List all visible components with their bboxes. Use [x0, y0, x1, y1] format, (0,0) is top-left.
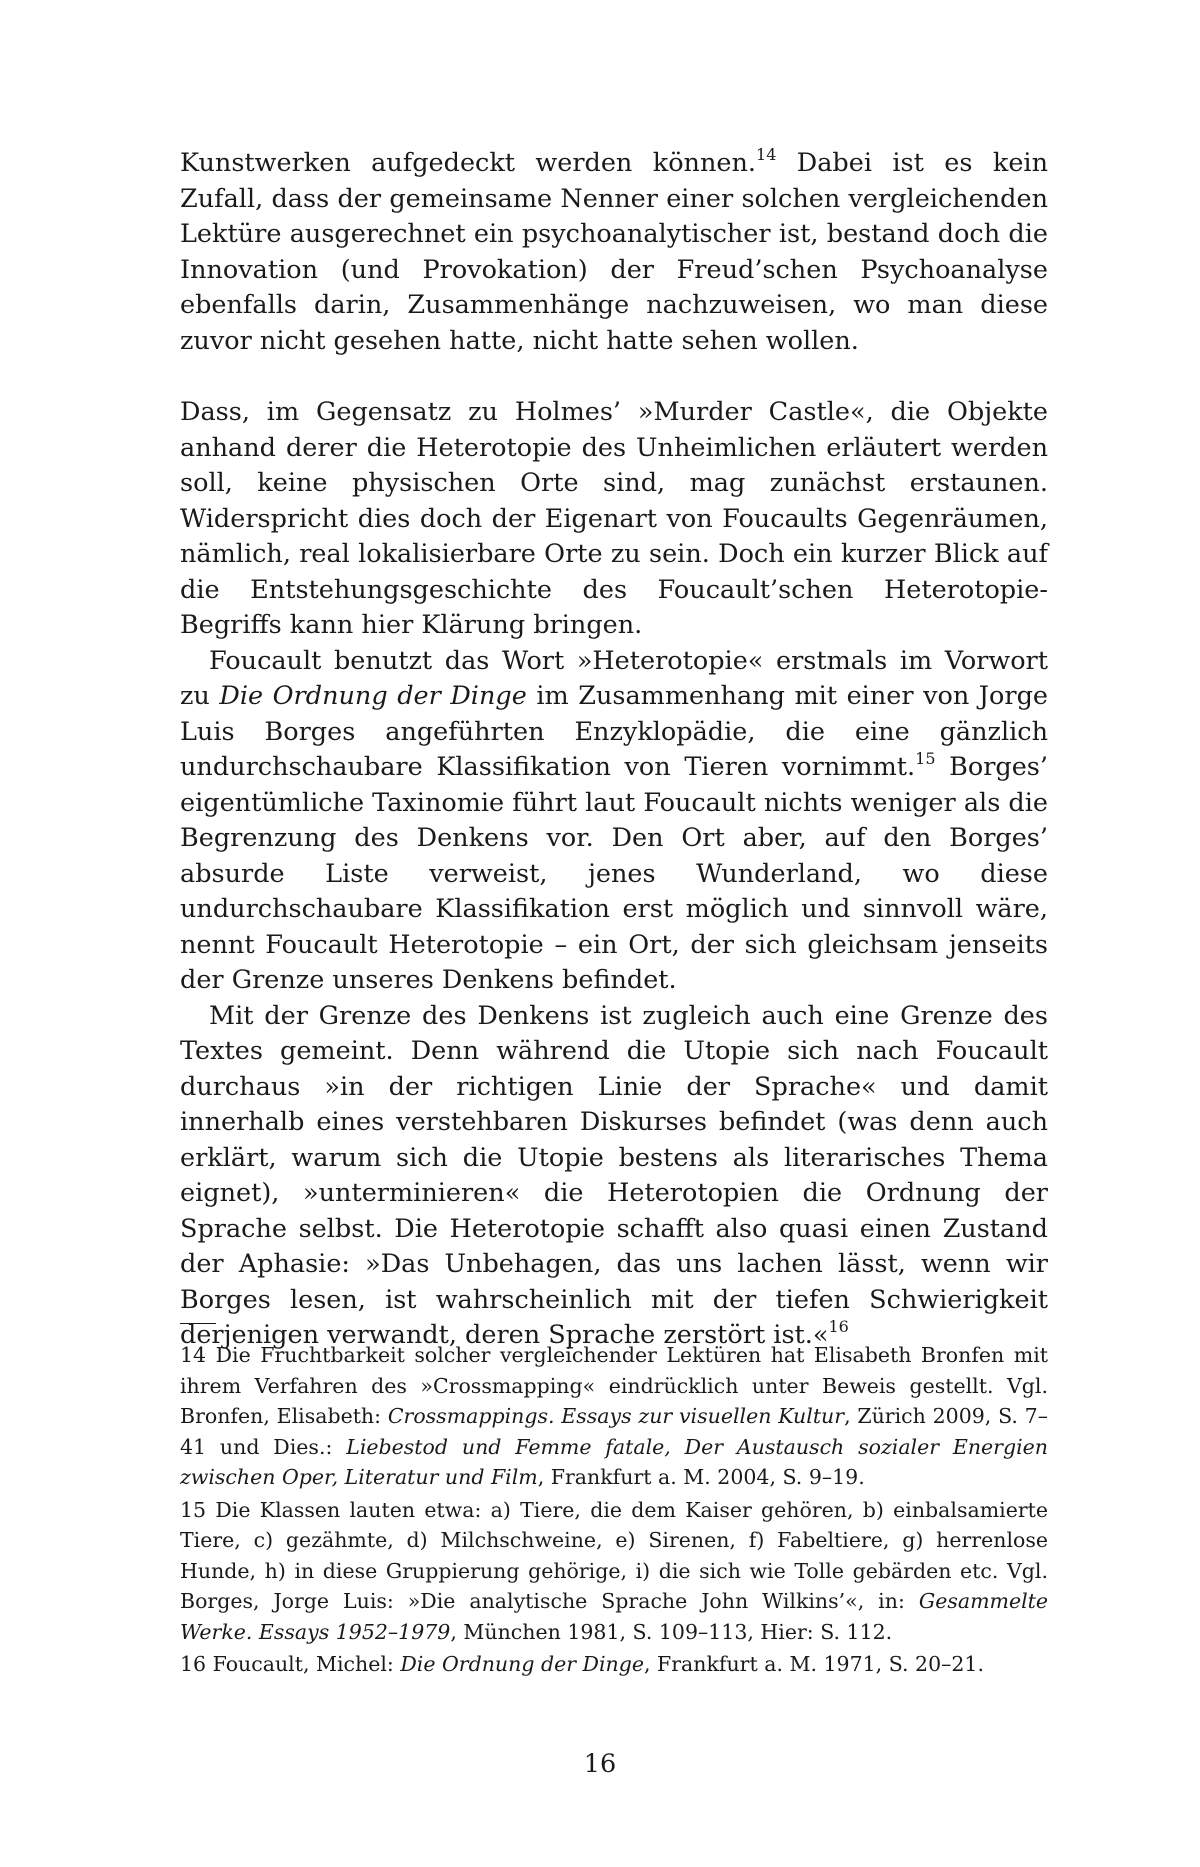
footnote-16	[180, 1649, 1048, 1680]
footnote-text: , Frankfurt a. M. 1971, S. 20–21.	[643, 1652, 984, 1676]
book-title: Die Ordnung der Dinge	[219, 681, 527, 711]
paragraph-text: Borges’ eigentümliche Taxinomie führt laut Foucault nichts weniger als die Begrenzung des Denkens vor. Den Ort aber, auf den Borges’ absurde Liste verweist, jenes Wunderland, wo diese undurchschaubare Klassifikation erst möglich und sinnvoll wäre, nennt Foucault Heterotopie – ein Ort, der sich gleichsam jenseits der Grenze unseres Denkens befindet.	[180, 752, 1049, 995]
footnote-reference-14[interactable]: 14	[756, 144, 777, 164]
footnote-number: 14	[180, 1343, 207, 1367]
footnote-15	[180, 1495, 1048, 1648]
paragraph-text: Kunstwerken aufgedeckt werden können.	[180, 148, 757, 178]
footnote-reference-15[interactable]: 15	[915, 748, 936, 768]
footnote-separator	[180, 1323, 216, 1324]
paragraph-2	[180, 395, 1048, 644]
paragraph-text: im Zusammenhang mit einer von Jorge Luis Borges angeführten Enzyklopädie, die eine gänzlich undurchschaubare Klassifikation von Tieren vornimmt.	[180, 681, 1048, 782]
section-gap	[180, 359, 1048, 395]
footnote-text: Die Fruchtbarkeit solcher vergleichender Lektüren hat Elisabeth Bronfen mit ihrem Verfahren des »Crossmapping« eindrücklich unter Beweis gestellt. Vgl. Bronfen, Elisabeth:	[180, 1343, 1048, 1428]
paragraph-text: Mit der Grenze des Denkens ist zugleich auch eine Grenze des Textes gemeint. Denn während die Utopie sich nach Foucault durchaus »in der richtigen Linie der Sprache« und damit innerhalb eines verstehbaren Diskurses befindet (was denn auch erklärt, warum sich die Utopie bestens als literarisches Thema eignet), »unterminieren« die Heterotopien die Ordnung der Sprache selbst. Die Heterotopie schafft also quasi einen Zustand der Aphasie: »Das Unbehagen, das uns lachen lässt, wenn wir Borges lesen, ist wahrscheinlich mit der tiefen Schwierigkeit derjenigen verwandt, deren Sprache zerstört ist.«	[180, 1000, 1048, 1350]
footnote-text: Die Klassen lauten etwa: a) Tiere, die dem Kaiser gehören, b) einbalsamierte Tiere, c) gezähmte, d) Milchschweine, e) Sirenen, f) Fabeltiere, g) herrenlose Hunde, h) in diese Gruppierung gehörige, i) die sich wie Tolle gebärden etc. Vgl. Borges, Jorge Luis: »Die analytische Sprache John Wilkins’«, in:	[180, 1497, 1048, 1613]
footnotes	[180, 1323, 1048, 1682]
paragraph-4	[180, 999, 1048, 1354]
footnote-text: , Zürich 2009, S. 7–41 und Dies.:	[180, 1404, 1048, 1459]
paragraph-3	[180, 644, 1048, 999]
footnote-text: , München 1981, S. 109–113, Hier: S. 112.	[450, 1619, 893, 1644]
footnote-title: Die Ordnung der Dinge	[400, 1652, 644, 1676]
footnote-title: Liebestod und Femme fatale, Der Austausch sozialer Energien zwischen Oper, Literatur und Film	[180, 1434, 1048, 1489]
paragraph-1	[180, 146, 1048, 359]
footnote-14	[180, 1340, 1048, 1493]
footnote-text: , Frankfurt a. M. 2004, S. 9–19.	[537, 1465, 865, 1489]
footnote-text: Foucault, Michel:	[206, 1652, 401, 1676]
footnote-reference-16[interactable]: 16	[828, 1316, 849, 1336]
main-text	[180, 146, 1048, 1354]
paragraph-text: Dabei ist es kein Zufall, dass der gemeinsame Nenner einer solchen vergleichenden Lektüre ausgerechnet ein psychoanalytischer ist, bestand doch die Innovation (und Provokation) der Freud’schen Psychoanalyse ebenfalls darin, Zusammenhänge nachzuweisen, wo man diese zuvor nicht gesehen hatte, nicht hatte sehen wollen.	[180, 148, 1048, 356]
paragraph-text: Dass, im Gegensatz zu Holmes’ »Murder Castle«, die Objekte anhand derer die Heterotopie des Unheimlichen erläutert werden soll, keine physischen Orte sind, mag zunächst erstaunen. Widerspricht dies doch der Eigenart von Foucaults Gegenräumen, nämlich, real lokalisierbare Orte zu sein. Doch ein kurzer Blick auf die Entstehungsgeschichte des Foucault’schen Heterotopie-Begriffs kann hier Klärung bringen.	[180, 397, 1048, 640]
footnote-number: 16	[180, 1652, 207, 1676]
page-number: 16	[583, 1749, 617, 1779]
footnote-title: Crossmappings. Essays zur visuellen Kultur	[387, 1404, 845, 1428]
footnote-number: 15	[180, 1497, 207, 1522]
footnote-title: Gesammelte Werke. Essays 1952–1979	[180, 1589, 1048, 1644]
paragraph-text: Foucault benutzt das Wort »Heterotopie« erstmals im Vorwort zu	[180, 645, 1048, 711]
